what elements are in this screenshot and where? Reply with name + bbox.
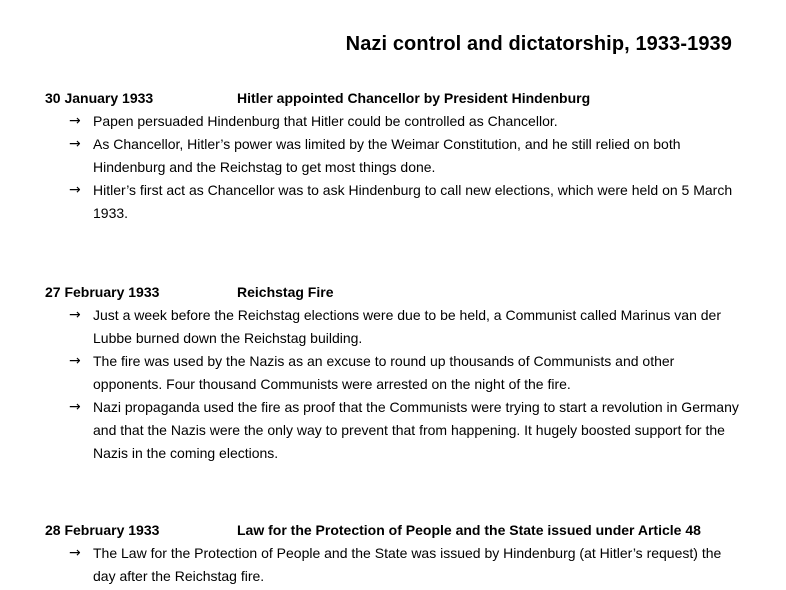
section-date: 27 February 1933 <box>45 284 160 300</box>
section-heading: Law for the Protection of People and the State issued under Article 48 <box>237 522 701 538</box>
section-header <box>45 87 745 110</box>
section-heading: Hitler appointed Chancellor by President Hindenburg <box>237 90 591 106</box>
timeline-section <box>45 281 745 465</box>
bullet-text: As Chancellor, Hitler’s power was limited by the Weimar Constitution, and he still relied on both Hindenburg and the Reichstag to get most things done. <box>93 136 681 175</box>
right-arrow-icon: → <box>69 136 81 152</box>
right-arrow-icon: → <box>69 399 81 415</box>
section-header <box>45 519 745 542</box>
bullet-item <box>45 179 745 225</box>
bullet-item <box>45 304 745 350</box>
bullet-text: The Law for the Protection of People and the State was issued by Hindenburg (at Hitler’s request) the day after the Reichstag fire. <box>93 545 722 584</box>
right-arrow-icon: → <box>69 353 81 369</box>
bullet-item <box>45 396 745 465</box>
timeline-section <box>45 519 745 588</box>
section-date: 28 February 1933 <box>45 522 160 538</box>
section-heading: Reichstag Fire <box>237 284 334 300</box>
right-arrow-icon: → <box>69 307 81 323</box>
bullet-list <box>45 304 745 465</box>
section-date: 30 January 1933 <box>45 90 154 106</box>
timeline-section <box>45 87 745 225</box>
right-arrow-icon: → <box>69 182 81 198</box>
bullet-text: The fire was used by the Nazis as an excuse to round up thousands of Communists and other opponents. Four thousand Communists were arrested on the night of the fire. <box>93 353 675 392</box>
document-title: Nazi control and dictatorship, 1933-1939 <box>345 33 732 55</box>
bullet-item <box>45 350 745 396</box>
section-header <box>45 281 745 304</box>
bullet-item <box>45 133 745 179</box>
bullet-text: Just a week before the Reichstag elections were due to be held, a Communist called Marinus van der Lubbe burned down the Reichstag building. <box>93 307 722 346</box>
bullet-list <box>45 110 745 225</box>
bullet-list <box>45 542 745 588</box>
bullet-text: Hitler’s first act as Chancellor was to ask Hindenburg to call new elections, which were held on 5 March 1933. <box>93 182 733 221</box>
bullet-text: Papen persuaded Hindenburg that Hitler could be controlled as Chancellor. <box>93 113 558 129</box>
right-arrow-icon: → <box>69 113 81 129</box>
right-arrow-icon: → <box>69 545 81 561</box>
bullet-text: Nazi propaganda used the fire as proof that the Communists were trying to start a revolution in Germany and that the Nazis were the only way to prevent that from happening. It hugely boosted support for the Nazis in the coming elections. <box>93 399 739 461</box>
bullet-item <box>45 542 745 588</box>
bullet-item <box>45 110 745 133</box>
